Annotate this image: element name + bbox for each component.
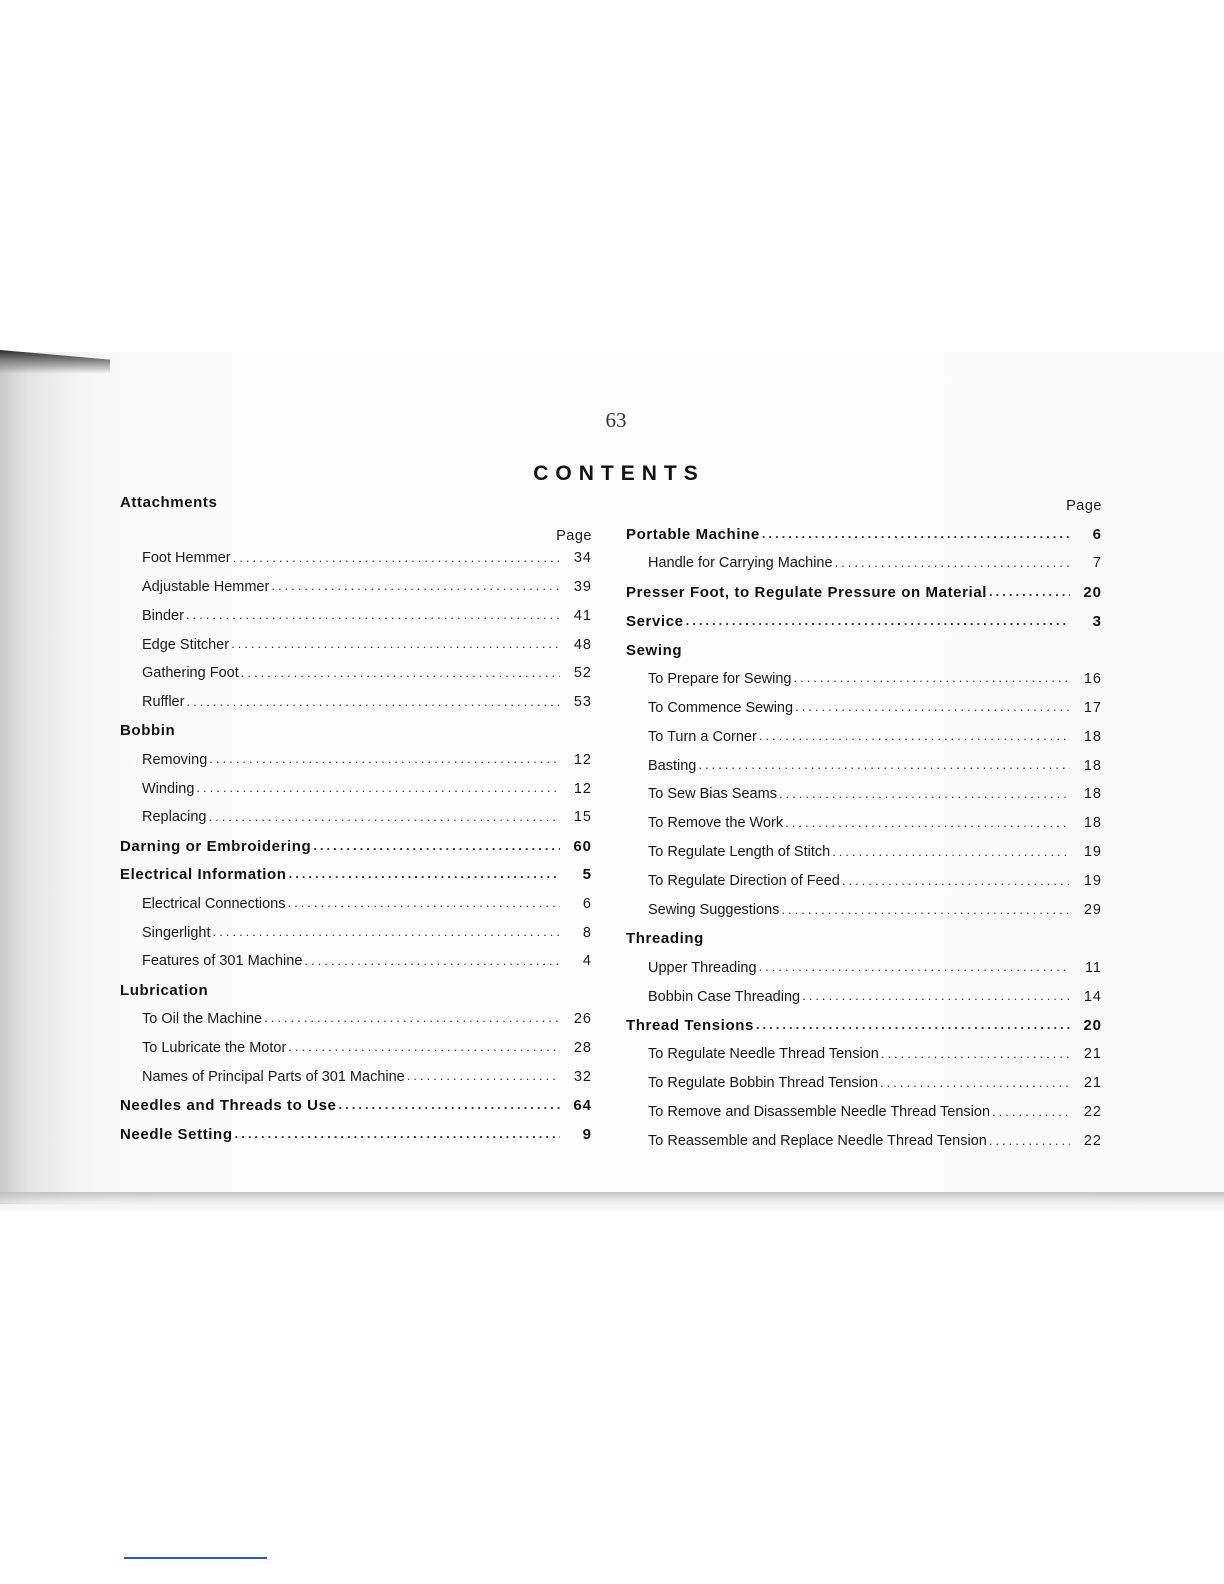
contents-entry-page: 18 [1083,815,1102,832]
contents-entry [626,1127,1102,1156]
contents-entry [120,688,592,717]
contents-entry-label: Replacing [142,809,207,826]
contents-entry [120,573,592,602]
contents-entry-label: Winding [142,780,195,797]
contents-entry [626,693,1102,722]
contents-entry-page: 22 [1083,1104,1102,1121]
contents-entry [626,1069,1102,1098]
contents-entry [626,838,1102,867]
page-column-label: Page [556,527,592,544]
contents-entry-label: Binder [142,607,184,624]
contents-entry [120,1033,592,1062]
contents-entry-page: 7 [1092,555,1102,572]
contents-entry-label: To Regulate Needle Thread Tension [648,1046,879,1063]
contents-entry-label: Features of 301 Machine [142,953,303,970]
dot-leader [795,699,1070,714]
contents-entry [626,896,1102,925]
contents-entry-page: 28 [573,1039,592,1056]
section-heading-label: Needles and Threads to Use [120,1096,337,1114]
contents-entry-page: 17 [1083,699,1102,716]
contents-entry-page: 8 [582,924,592,941]
page-bottom-edge [0,1192,1224,1214]
contents-entry [120,1062,592,1091]
contents-entry-label: Singerlight [142,924,211,941]
dot-leader [289,866,560,881]
contents-entry-label: Foot Hemmer [142,550,231,567]
section-heading [120,861,592,890]
section-heading-label: Portable Machine [626,525,760,543]
contents-entry-label: Ruffler [142,694,185,711]
contents-entry [626,780,1102,809]
contents-entry-label: Electrical Connections [142,895,286,912]
section-heading-label: Needle Setting [120,1125,233,1143]
dot-leader [759,959,1070,974]
contents-entry-label: Basting [648,757,697,774]
contents-entry [120,544,592,573]
contents-entry [120,803,592,832]
contents-entry-label: To Reassemble and Replace Needle Thread Tension [648,1133,987,1150]
contents-entry-page: 29 [1083,902,1102,919]
dot-leader [313,838,560,853]
section-heading-label: Lubrication [120,981,209,999]
dot-leader [756,1017,1070,1032]
dot-leader [781,902,1070,917]
contents-entry-label: To Oil the Machine [142,1010,263,1027]
contents-entry-label: To Regulate Bobbin Thread Tension [648,1075,879,1092]
contents-entry [626,664,1102,693]
dot-leader [842,873,1070,888]
contents-entry [120,947,592,976]
dot-leader [785,815,1070,830]
section-heading-page: 60 [573,837,592,855]
dot-leader [339,1097,561,1112]
dot-leader [793,670,1070,685]
contents-entry [120,918,592,947]
dot-leader [231,636,560,651]
dot-leader [241,665,560,680]
dot-leader [779,786,1070,801]
dot-leader [989,1133,1070,1148]
dot-leader [881,1046,1070,1061]
contents-entry-page: 18 [1083,757,1102,774]
dot-leader [209,751,560,766]
section-heading [120,1091,592,1120]
section-heading [120,488,592,517]
section-heading-label: Threading [626,930,704,948]
dot-leader [235,1126,560,1141]
contents-entry-page: 41 [573,607,592,624]
contents-entry-page: 6 [582,895,592,912]
contents-entry-label: Removing [142,751,208,768]
contents-entry [120,659,592,688]
dot-leader [698,757,1070,772]
contents-entry [626,982,1102,1011]
section-heading-label: Service [626,612,684,630]
contents-entry [120,1005,592,1034]
contents-entry-page: 53 [573,694,592,711]
section-heading [626,607,1102,636]
section-heading-page: 6 [1092,525,1102,543]
contents-entry-page: 22 [1083,1133,1102,1150]
section-heading-label: Presser Foot, to Regulate Pressure on Material [626,583,988,601]
contents-entry-page: 11 [1084,959,1102,976]
contents-left-column [120,488,592,1149]
contents-entry-page: 18 [1083,728,1102,745]
contents-entry-page: 19 [1083,844,1102,861]
contents-entry-page: 26 [573,1010,592,1027]
section-heading [120,1120,592,1149]
contents-entry-page: 12 [573,780,592,797]
contents-entry-page: 32 [573,1068,592,1085]
section-heading-page: 20 [1083,583,1102,601]
contents-entry-page: 21 [1083,1075,1102,1092]
dot-leader [992,1104,1070,1119]
dot-leader [832,844,1070,859]
contents-entry [626,549,1102,578]
section-heading-page: 9 [582,1125,592,1143]
contents-entry-label: To Remove the Work [648,815,784,832]
dot-leader [209,809,561,824]
dot-leader [196,780,560,795]
dot-leader [880,1075,1070,1090]
dot-leader [186,607,560,622]
contents-entry-page: 48 [573,636,592,653]
section-heading [626,520,1102,549]
contents-right-column [626,494,1102,1156]
dot-leader [835,555,1070,570]
dot-leader [213,924,560,939]
section-heading [120,976,592,1005]
contents-entry [626,953,1102,982]
contents-entry-page: 39 [573,578,592,595]
section-heading [120,717,592,746]
dot-leader [287,895,560,910]
contents-entry-label: Names of Principal Parts of 301 Machine [142,1068,405,1085]
contents-entry-page: 21 [1083,1046,1102,1063]
contents-entry [120,630,592,659]
contents-entry-label: To Commence Sewing [648,699,794,716]
contents-entry [626,751,1102,780]
contents-entry-label: Upper Threading [648,959,757,976]
contents-entry-label: To Sew Bias Seams [648,786,777,803]
contents-entry [626,809,1102,838]
dot-leader [989,584,1070,599]
contents-entry-page: 18 [1083,786,1102,803]
section-heading-page: 3 [1092,612,1102,630]
dot-leader [802,988,1070,1003]
section-heading [626,578,1102,607]
contents-entry-label: Sewing Suggestions [648,902,780,919]
section-heading-label: Thread Tensions [626,1017,754,1035]
section-heading-label: Attachments [120,493,218,511]
contents-entry-page: 12 [573,751,592,768]
dot-leader [686,613,1070,628]
contents-entry-label: To Turn a Corner [648,728,757,745]
contents-entry [120,601,592,630]
contents-entry [626,722,1102,751]
contents-entry [120,774,592,803]
contents-entry-page: 16 [1083,670,1102,687]
section-heading-label: Darning or Embroidering [120,837,312,855]
page-column-label: Page [1066,498,1102,514]
dot-leader [288,1039,560,1054]
contents-entry-label: To Remove and Disassemble Needle Thread Tension [648,1104,991,1121]
dot-leader [407,1068,560,1083]
page-number: 63 [605,408,627,432]
contents-entry-page: 34 [573,550,592,567]
dot-leader [271,578,560,593]
dot-leader [233,550,560,565]
contents-entry-label: Gathering Foot [142,665,239,682]
contents-entry [626,1040,1102,1069]
contents-entry-label: Handle for Carrying Machine [648,555,833,572]
section-heading-page: 20 [1083,1017,1102,1035]
section-heading-label: Electrical Information [120,866,287,884]
contents-entry-page: 14 [1083,988,1102,1005]
section-heading [626,1011,1102,1040]
contents-entry-label: To Regulate Length of Stitch [648,844,831,861]
dot-leader [762,526,1070,541]
contents-entry-label: To Regulate Direction of Feed [648,873,840,890]
contents-entry-page: 19 [1083,873,1102,890]
dot-leader [759,728,1070,743]
section-heading [626,924,1102,953]
contents-entry-page: 4 [582,953,592,970]
section-heading-page: 5 [582,866,592,884]
section-heading-label: Sewing [626,641,683,659]
section-heading [626,636,1102,665]
section-heading-page: 64 [573,1096,592,1114]
contents-entry-label: Bobbin Case Threading [648,988,801,1005]
contents-entry [626,1098,1102,1127]
contents-entry-label: To Prepare for Sewing [648,670,792,687]
dot-leader [304,953,560,968]
section-heading [120,832,592,861]
contents-entry-page: 15 [573,809,592,826]
section-heading-label: Bobbin [120,722,176,740]
page-title: CONTENTS [533,462,705,485]
underline-rule [124,1557,267,1559]
contents-entry [120,889,592,918]
dot-leader [186,694,560,709]
dot-leader [264,1010,560,1025]
contents-entry-page: 52 [573,665,592,682]
contents-entry-label: To Lubricate the Motor [142,1039,287,1056]
contents-entry-label: Edge Stitcher [142,636,230,653]
contents-entry [120,745,592,774]
contents-entry [626,867,1102,896]
contents-entry-label: Adjustable Hemmer [142,578,270,595]
